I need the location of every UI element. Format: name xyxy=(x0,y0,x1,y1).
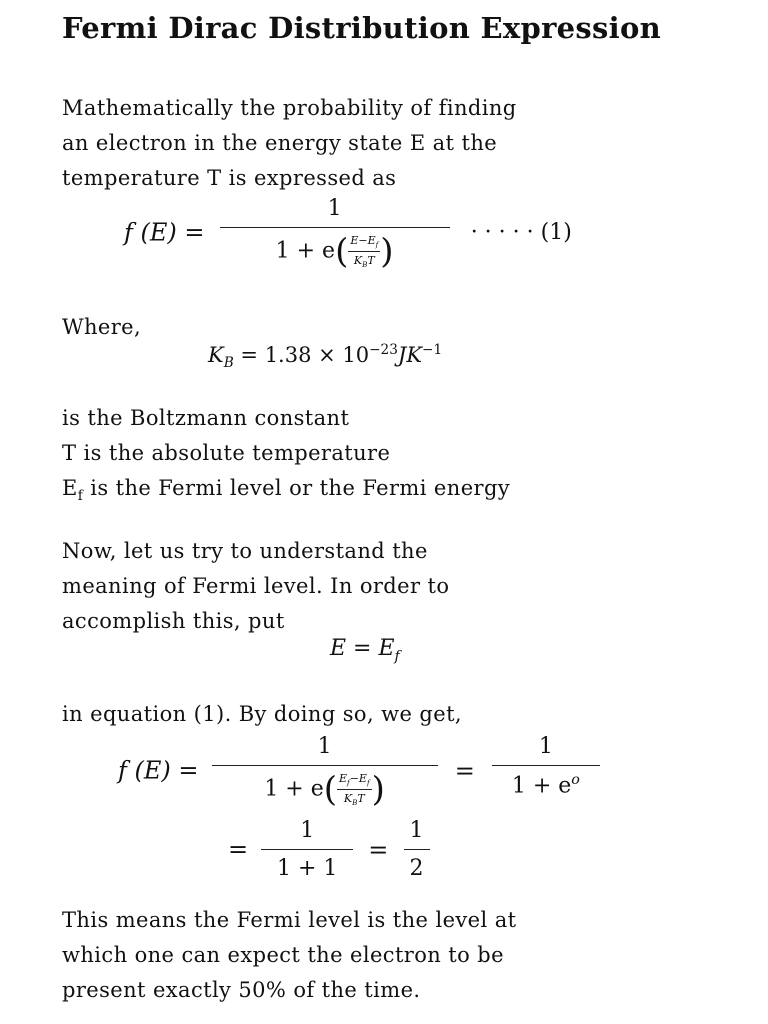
intro-line: temperature T is expressed as xyxy=(62,166,397,190)
eq1-lhs: f (E) = xyxy=(124,218,205,247)
eq1-exponent xyxy=(348,234,380,269)
fermi-dirac-equation xyxy=(124,196,572,272)
definition-item xyxy=(62,476,511,505)
eq2-equals: = xyxy=(454,756,475,785)
def-symbol-sub: f xyxy=(77,488,84,505)
definitions xyxy=(62,401,742,514)
intro-paragraph xyxy=(62,91,742,196)
boltzmann-equation xyxy=(208,342,442,371)
eq3-num-1: 1 xyxy=(300,818,315,843)
conclusion-line: which one can expect the electron to be xyxy=(62,943,504,967)
eq3-num-2: 1 xyxy=(409,818,424,843)
substitution-paragraph xyxy=(62,697,742,732)
kb-exp: −23 xyxy=(369,342,398,358)
eq1-denominator: 1 + e( $\frac{E-E_f}{K_BT}$ ) xyxy=(275,231,394,272)
conclusion-line: present exactly 50% of the time. xyxy=(62,978,421,1002)
eq3-equals-2: = xyxy=(368,835,389,864)
eq1-den-base: 1 + e xyxy=(275,238,336,264)
eq2-numerator: 1 xyxy=(317,734,332,759)
conclusion-line: This means the Fermi level is the level at xyxy=(62,908,517,932)
eq1-exp-num-sub: f xyxy=(375,240,379,250)
eq2-result-numerator: 1 xyxy=(538,734,553,759)
put-eq-sub: f xyxy=(394,648,400,665)
eq2-result-den-exp: o xyxy=(571,772,580,788)
para2-line: Now, let us try to understand the xyxy=(62,539,428,563)
where-label xyxy=(62,310,742,345)
page-title-text: Fermi Dirac Distribution Expression xyxy=(62,11,661,45)
intro-line: an electron in the energy state E at the xyxy=(62,131,498,155)
eq2-result-den-base: 1 + e xyxy=(511,773,572,799)
eq2-exp-den: K xyxy=(343,792,353,806)
intro-line: Mathematically the probability of finding xyxy=(62,96,517,120)
eq2-exponent xyxy=(337,772,372,807)
def-text: is the Fermi level or the Fermi energy xyxy=(83,476,511,500)
definition-item: is the Boltzmann constant xyxy=(62,406,350,430)
kb-lhs-sub: B xyxy=(223,355,234,372)
para2-line: meaning of Fermi level. In order to xyxy=(62,574,450,598)
def-symbol: E xyxy=(62,476,78,500)
eq1-exp-den: K xyxy=(353,254,363,268)
eq3-equals-1: = xyxy=(228,835,249,864)
para3-text: in equation (1). By doing so, we get, xyxy=(62,702,462,726)
eq1-exp-den-tail: T xyxy=(367,254,375,268)
eq1-tag: · · · · · (1) xyxy=(470,220,572,246)
eq2-exp-num: E xyxy=(339,772,348,785)
eq2-exp-num-mid: −E xyxy=(349,772,367,785)
eq1-exp-den-sub: B xyxy=(362,260,368,270)
substituted-equation xyxy=(118,734,600,810)
eq1-numerator: 1 xyxy=(327,196,342,221)
kb-lhs: K xyxy=(208,343,224,367)
put-eq-lhs: E = E xyxy=(330,636,395,661)
put-equation xyxy=(330,636,400,664)
eq3-den-2: 2 xyxy=(409,856,424,881)
eq2-den-base: 1 + e xyxy=(264,776,324,802)
definition-item: T is the absolute temperature xyxy=(62,441,391,465)
eq3-fraction-2 xyxy=(404,818,430,881)
kb-rhs: = 1.38 × 10 xyxy=(240,343,370,367)
kb-unit: JK xyxy=(397,343,423,367)
eq1-exp-num: E−E xyxy=(350,234,376,247)
eq2-result-fraction xyxy=(492,734,600,798)
eq2-result-denominator xyxy=(492,766,600,798)
eq3-fraction-1 xyxy=(261,818,353,881)
eq3-den-1: 1 + 1 xyxy=(276,856,338,881)
result-equation xyxy=(228,818,430,881)
understanding-paragraph xyxy=(62,534,742,639)
eq2-exp-num-sub2: f xyxy=(366,778,370,788)
eq2-denominator: 1 + e( $\frac{E_f-E_f}{K_BT}$ ) xyxy=(264,769,385,810)
para2-line: accomplish this, put xyxy=(62,609,285,633)
eq2-exp-num-sub: f xyxy=(347,778,350,788)
kb-unit-exp: −1 xyxy=(422,342,443,358)
page-title xyxy=(62,12,662,45)
eq2-exp-den-tail: T xyxy=(357,792,365,806)
eq2-exp-den-sub: B xyxy=(352,798,358,808)
eq2-fraction xyxy=(212,734,438,810)
eq1-fraction xyxy=(220,196,450,272)
conclusion-paragraph xyxy=(62,903,742,1008)
where-text: Where, xyxy=(62,315,142,339)
eq2-lhs: f (E) = xyxy=(118,756,199,785)
